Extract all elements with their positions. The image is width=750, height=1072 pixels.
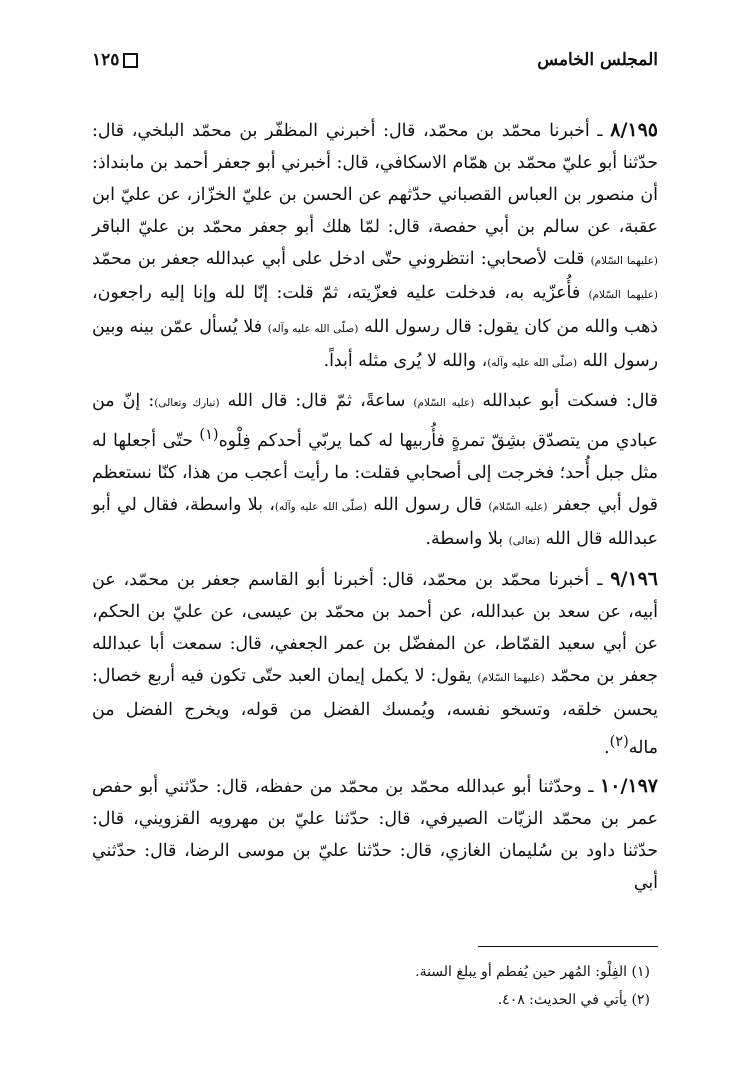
text-run: فأُعزّيه به، فدخلت عليه فعزّيته، ثمّ قلت: إنّا لله وإنا إليه راجعون، ذهب والله من كان يقول: قال رسول الله bbox=[92, 283, 658, 337]
honorific: (عليهما السّلام) bbox=[588, 289, 658, 301]
footnotes bbox=[92, 958, 650, 1014]
text-run: قال: فسكت أبو عبدالله bbox=[474, 391, 658, 411]
honorific: (عليهما السّلام) bbox=[590, 255, 658, 267]
text-run: بلا واسطة. bbox=[425, 528, 509, 549]
page-number-text: ١٢٥ bbox=[92, 50, 120, 70]
page-number bbox=[92, 50, 138, 70]
chapter-title: المجلس الخامس bbox=[537, 50, 658, 70]
text-run: ـ أخبرنا محمّد بن محمّد، قال: أخبرني المظفّر بن محمّد البلخي، قال: حدّثنا أبو عليّ محمّد بن همّام الاسكافي، قال: أخبرني أبو جعفر أحمد بن مابنداذ: أن منصور بن العباس القصباني حدّثهم عن الحسن بن عليّ الخزّاز، عن عليّ ابن عقبة، عن سالم بن أبي حفصة، قال: لمّا هلك أبو جعفر محمّد بن عليّ الباقر bbox=[92, 121, 658, 237]
text-run: ساعةً، ثمّ قال: قال الله bbox=[219, 391, 414, 411]
hadith-195-continued bbox=[92, 385, 658, 557]
text-run: ، والله لا يُرى مثله أبداً. bbox=[323, 351, 488, 371]
footnote-ref: (٢) bbox=[609, 733, 629, 750]
text-run: يقول: لا يكمل إيمان العبد حتّى تكون فيه أربع خصال: يحسن خلقه، وتسخو نفسه، ويُمسك الفضل من قوله، ويخرج الفضل من ماله bbox=[92, 665, 658, 758]
text-run: ـ أخبرنا محمّد بن محمّد، قال: أخبرنا أبو القاسم جعفر بن محمّد، عن أبيه، عن سعد بن عبدالله، عن أحمد بن محمّد بن عيسى، عن عليّ بن الحكم، عن أبي سعيد القمّاط، عن المفضّل بن عمر الجعفي، قال: سمعت أبا عبدالله جعفر بن محمّد bbox=[92, 569, 658, 686]
footnote-separator bbox=[478, 946, 658, 947]
honorific: (صلّى الله عليه وآله) bbox=[267, 323, 359, 335]
honorific: (صلّى الله عليه وآله) bbox=[274, 500, 368, 513]
text-run: ـ وحدّثنا أبو عبدالله محمّد بن محمّد من حفظه، قال: حدّثني أبو حفص عمر بن محمّد الزيّات الصيرفي، قال: حدّثنا عليّ بن مهرويه القزويني، قال: حدّثنا داود بن سُليمان الغازي، قال: حدّثنا عليّ بن موسى الرضا، قال: حدّثني أبي bbox=[92, 776, 658, 893]
hadith-number: ٩/١٩٦ bbox=[610, 567, 658, 590]
text-run: . bbox=[604, 737, 610, 758]
main-text bbox=[92, 114, 658, 905]
text-run: قال رسول الله bbox=[367, 494, 489, 515]
page-header bbox=[92, 46, 658, 74]
text-run: فلا يُسأل عمّن بينه وبين رسول الله bbox=[92, 317, 658, 371]
honorific: (صلّى الله عليه وآله) bbox=[487, 357, 578, 369]
hadith-number: ١٠/١٩٧ bbox=[600, 774, 658, 797]
hadith-197 bbox=[92, 770, 658, 899]
text-run: حتّى أجعلها له مثل جبل أُحد؛ فخرجت إلى أصحابي فقلت: ما رأيت أعجب من هذا، كنّا نستعظم قول أبي جعفر bbox=[92, 430, 658, 515]
square-icon bbox=[123, 53, 138, 68]
footnote-2: (٢) يأتي في الحديث: ٤٠٨. bbox=[497, 992, 650, 1008]
text-run: ، بلا واسطة، فقال لي أبو عبدالله قال الله bbox=[92, 494, 658, 549]
honorific: (عليه السّلام) bbox=[488, 500, 548, 513]
honorific: (تبارك وتعالى) bbox=[154, 397, 220, 409]
hadith-196 bbox=[92, 563, 658, 764]
honorific: (تعالى) bbox=[508, 534, 540, 547]
footnote-ref: (١) bbox=[199, 427, 219, 443]
hadith-195 bbox=[92, 114, 658, 379]
honorific: (عليه السّلام) bbox=[413, 397, 475, 409]
text-run: قلت لأصحابي: انتظروني حتّى ادخل على أبي عبدالله جعفر بن محمّد bbox=[92, 249, 591, 269]
footnote-1: (١) الفِلْو: المُهر حين يُفطم أو يبلغ السنة. bbox=[415, 964, 650, 980]
hadith-number: ٨/١٩٥ bbox=[610, 119, 658, 141]
text-run: : إنّ من عبادي من يتصدّق بشِقّ تمرةٍ فأُربيها له كما يربّي أحدكم فِلْوه bbox=[92, 391, 658, 451]
honorific: (عليهما السّلام) bbox=[477, 671, 545, 684]
